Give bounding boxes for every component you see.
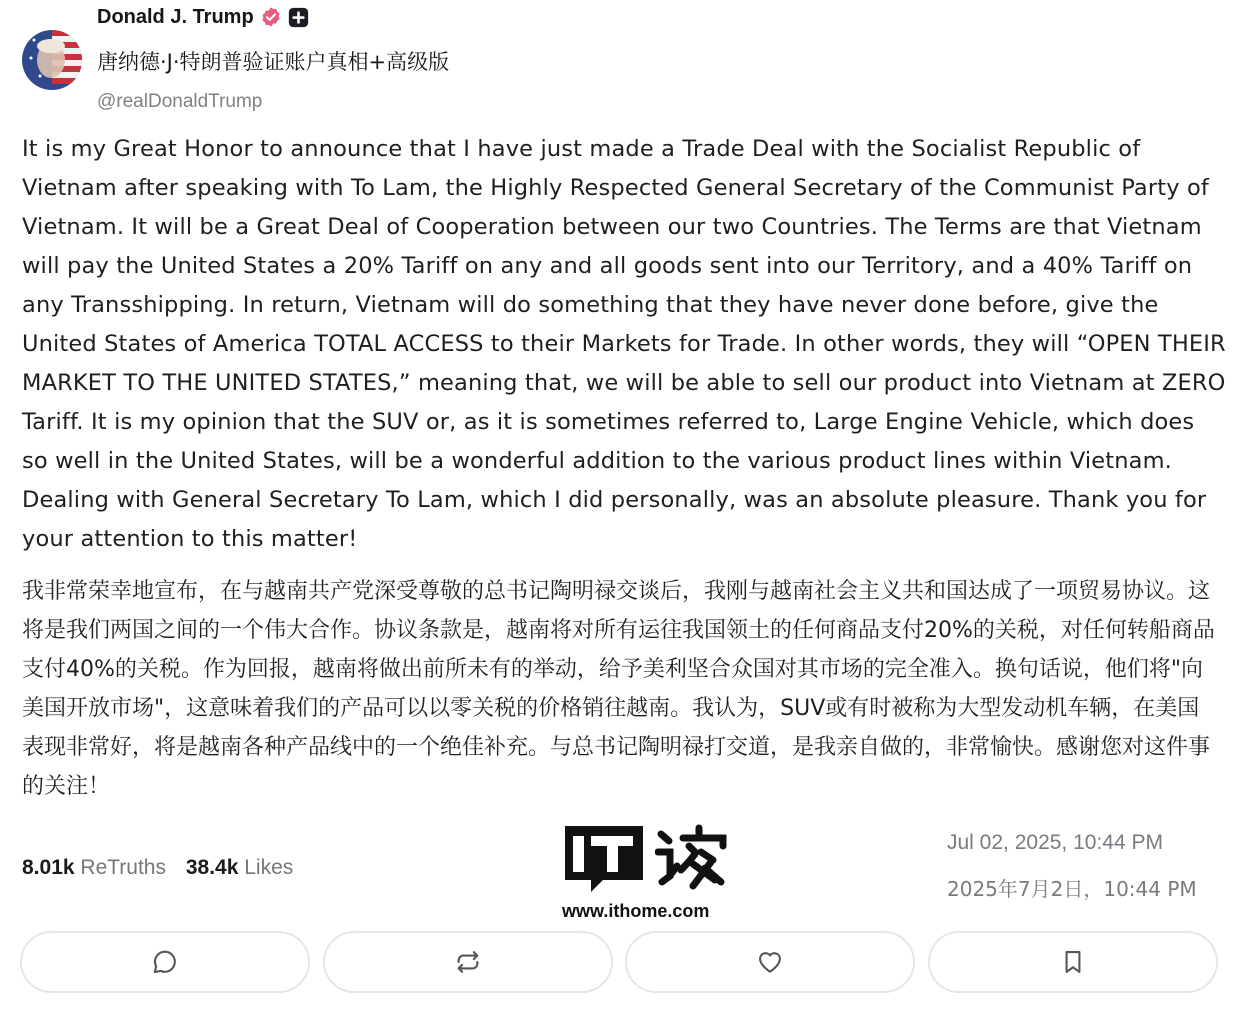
post-date-english: Jul 02, 2025, 10:44 PM (947, 831, 1163, 854)
bookmark-icon (1059, 948, 1087, 976)
heart-icon (756, 948, 784, 976)
watermark-url: www.ithome.com (562, 901, 710, 921)
avatar-image (22, 30, 82, 90)
post-text-english: It is my Great Honor to announce that I have just made a Trade Deal with the Socialist Republic of Vietnam after speaking with To Lam, the Highly Respected General Secretary of the Communist Party of Vietnam. It will be a Great Deal of Cooperation between our two Countries. The Terms are that Vietnam will pay the United States a 20% Tariff on any and all goods sent into our Territory, and a 40% Tariff on any Transshipping. In return, Vietnam will do something that they have never done before, give the United States of America TOTAL ACCESS to their Markets for Trade. In other words, they will “OPEN THEIR MARKET TO THE UNITED STATES,” meaning that, we will be able to sell our product into Vietnam at ZERO Tariff. It is my opinion that the SUV or, as it is sometimes referred to, Large Engine Vehicle, which does so well in the United States, will be a wonderful addition to the various product lines within Vietnam. Dealing with General Secretary To Lam, which I did personally, was an absolute pleasure. Thank you for your attention to this matter! (22, 136, 1226, 552)
retruth-button[interactable] (323, 931, 613, 993)
like-button[interactable] (625, 931, 915, 993)
author-handle[interactable]: @realDonaldTrump (97, 91, 263, 112)
repost-icon (454, 948, 482, 976)
author-cn-name: 唐纳德·J·特朗普验证账户真相+高级版 (97, 50, 450, 74)
retruths-label[interactable]: ReTruths (80, 856, 166, 879)
bookmark-button[interactable] (928, 931, 1218, 993)
author-display-name[interactable]: Donald J. Trump (97, 5, 254, 28)
ithome-chinese-glyph (655, 824, 727, 894)
ithome-logo-icon (563, 824, 645, 894)
post-stats (22, 856, 293, 880)
comment-icon (151, 948, 179, 976)
post-date-chinese: 2025年7月2日，10:44 PM (947, 877, 1197, 901)
likes-label[interactable]: Likes (244, 856, 294, 879)
premium-plus-icon (288, 7, 309, 28)
author-name-row (97, 4, 309, 30)
likes-count[interactable]: 38.4k (185, 856, 239, 879)
post-text-chinese: 我非常荣幸地宣布，在与越南共产党深受尊敬的总书记陶明禄交谈后，我刚与越南社会主义共和国达成了一项贸易协议。这将是我们两国之间的一个伟大合作。协议条款是，越南将对所有运往我国领土的任何商品支付20%的关税，对任何转船商品支付40%的关税。作为回报，越南将做出前所未有的举动，给予美利坚合众国对其市场的完全准入。换句话说，他们将"向美国开放市场"，这意味着我们的产品可以以零关税的价格销往越南。我认为，SUV或有时被称为大型发动机车辆，在美国表现非常好，将是越南各种产品线中的一个绝佳补充。与总书记陶明禄打交道，是我亲自做的，非常愉快。感谢您对这件事的关注！ (22, 579, 1215, 799)
verified-badge-icon (260, 6, 282, 28)
retruths-count[interactable]: 8.01k (22, 856, 75, 879)
avatar[interactable] (22, 30, 82, 90)
ithome-watermark (560, 824, 732, 924)
reply-button[interactable] (20, 931, 310, 993)
